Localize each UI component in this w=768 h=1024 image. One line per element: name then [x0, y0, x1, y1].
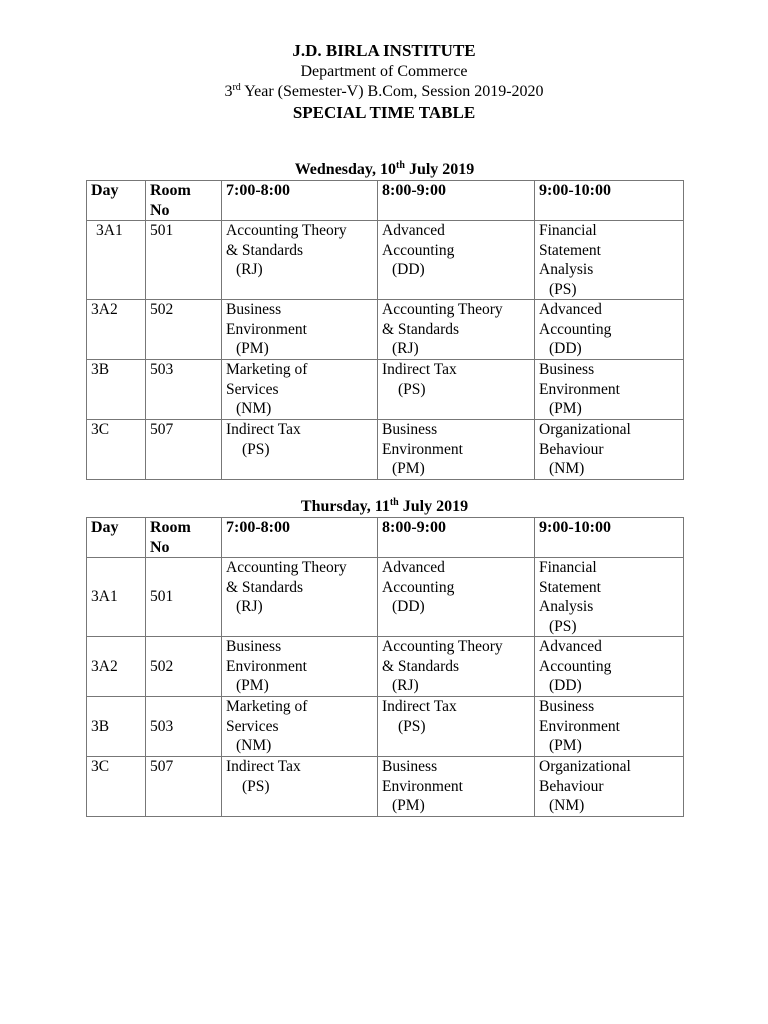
day-cell: 3B [87, 360, 146, 420]
column-header-slot1: 7:00-8:00 [222, 518, 378, 558]
subject-line: (DD) [392, 598, 425, 615]
room-cell: 507 [146, 757, 222, 817]
subject-line: (PM) [549, 737, 582, 754]
subject-line: (DD) [392, 261, 425, 278]
subject-line: Services [226, 717, 279, 735]
subject-line: Business [539, 361, 595, 378]
subject-line: (PS) [398, 717, 426, 735]
room-cell: 501 [146, 221, 222, 300]
subject-line: (RJ) [236, 261, 263, 278]
subject-line: Behaviour [539, 777, 604, 795]
subject-line: Environment [226, 320, 307, 338]
subject-line: Accounting Theory [382, 301, 503, 318]
day-cell: 3C [87, 420, 146, 480]
table-row [87, 757, 684, 817]
subject-line: (PM) [549, 400, 582, 417]
subject-line: Organizational [539, 421, 631, 438]
subject-line: Organizational [539, 758, 631, 775]
subject-line: (RJ) [392, 677, 419, 694]
subject-line: Accounting Theory [226, 559, 347, 576]
room-cell: 502 [146, 300, 222, 360]
subject-line: Advanced [539, 301, 602, 318]
subject-line: Accounting [539, 657, 612, 675]
schedule-wednesday [86, 160, 683, 480]
column-header-day: Day [87, 518, 146, 558]
subject-line: Accounting Theory [382, 638, 503, 655]
day-cell: 3B [87, 697, 146, 757]
subject-line: Statement [539, 578, 601, 596]
subject-line: (PS) [549, 280, 577, 298]
subject-line: (DD) [549, 340, 582, 357]
subject-cell [378, 697, 535, 757]
room-cell: 501 [146, 558, 222, 637]
subject-cell [535, 360, 684, 420]
subject-line: Indirect Tax [226, 758, 301, 775]
day-cell: 3A2 [87, 300, 146, 360]
room-cell: 503 [146, 360, 222, 420]
subject-line: Indirect Tax [382, 698, 457, 715]
column-header-day: Day [87, 181, 146, 221]
subject-line: Business [539, 698, 595, 715]
day-cell: 3A1 [87, 221, 146, 300]
subject-cell [378, 360, 535, 420]
subject-line: Advanced [382, 222, 445, 239]
document-title: SPECIAL TIME TABLE [292, 103, 476, 122]
subject-line: Environment [226, 657, 307, 675]
subject-line: Financial [539, 222, 597, 239]
table-row [87, 697, 684, 757]
subject-line: (NM) [549, 460, 585, 477]
table-row [87, 420, 684, 480]
session-line: 3rd Year (Semester-V) B.Com, Session 2019-2020 [224, 82, 544, 100]
subject-line: Environment [382, 777, 463, 795]
subject-cell [535, 697, 684, 757]
subject-cell [378, 558, 535, 637]
subject-cell [535, 221, 684, 300]
table-row [87, 360, 684, 420]
column-header-slot3: 9:00-10:00 [535, 518, 684, 558]
subject-line: & Standards [226, 241, 304, 259]
subject-line: Indirect Tax [382, 361, 457, 378]
subject-cell [222, 637, 378, 697]
column-header-slot1: 7:00-8:00 [222, 181, 378, 221]
timetable [86, 517, 684, 817]
subject-line: Business [382, 758, 438, 775]
subject-line: Environment [539, 380, 620, 398]
table-row [87, 300, 684, 360]
subject-cell [222, 757, 378, 817]
subject-line: (NM) [549, 797, 585, 814]
subject-line: Accounting [539, 320, 612, 338]
subject-line: (RJ) [236, 598, 263, 615]
subject-line: (PM) [236, 677, 269, 694]
subject-line: Analysis [539, 261, 594, 278]
subject-cell [378, 420, 535, 480]
column-header-slot2: 8:00-9:00 [378, 518, 535, 558]
subject-cell [222, 221, 378, 300]
subject-line: Advanced [539, 638, 602, 655]
subject-line: Advanced [382, 559, 445, 576]
subject-line: (PS) [242, 440, 270, 458]
day-cell: 3A2 [87, 637, 146, 697]
subject-line: (RJ) [392, 340, 419, 357]
subject-cell [535, 300, 684, 360]
subject-line: (PS) [242, 777, 270, 795]
subject-line: (DD) [549, 677, 582, 694]
subject-line: Indirect Tax [226, 421, 301, 438]
table-row [87, 637, 684, 697]
subject-cell [222, 360, 378, 420]
subject-cell [222, 300, 378, 360]
subject-line: (NM) [236, 400, 272, 417]
subject-cell [535, 637, 684, 697]
subject-line: Accounting [382, 241, 455, 259]
room-cell: 502 [146, 637, 222, 697]
subject-cell [222, 697, 378, 757]
room-cell: 507 [146, 420, 222, 480]
room-cell: 503 [146, 697, 222, 757]
institute-name: J.D. BIRLA INSTITUTE [292, 41, 476, 60]
subject-cell [535, 757, 684, 817]
subject-line: Marketing of [226, 361, 308, 378]
subject-line: Business [226, 301, 282, 318]
subject-line: (PM) [392, 460, 425, 477]
subject-line: & Standards [226, 578, 304, 596]
subject-line: Accounting Theory [226, 222, 347, 239]
date-heading: Wednesday, 10th July 2019 [294, 160, 475, 178]
subject-cell [378, 221, 535, 300]
column-header-room: Room No [146, 181, 222, 221]
subject-line: Financial [539, 559, 597, 576]
column-header-slot2: 8:00-9:00 [378, 181, 535, 221]
table-row [87, 558, 684, 637]
date-heading: Thursday, 11th July 2019 [300, 497, 469, 515]
timetable [86, 180, 684, 480]
subject-line: & Standards [382, 657, 460, 675]
subject-line: & Standards [382, 320, 460, 338]
subject-line: (PM) [392, 797, 425, 814]
subject-line: (PS) [549, 617, 577, 635]
table-row [87, 221, 684, 300]
subject-cell [378, 300, 535, 360]
subject-cell [378, 637, 535, 697]
subject-line: Accounting [382, 578, 455, 596]
subject-line: (PS) [398, 380, 426, 398]
subject-line: Statement [539, 241, 601, 259]
subject-line: (PM) [236, 340, 269, 357]
subject-line: Business [382, 421, 438, 438]
subject-line: Business [226, 638, 282, 655]
day-cell: 3A1 [87, 558, 146, 637]
subject-cell [535, 558, 684, 637]
subject-cell [535, 420, 684, 480]
subject-line: Environment [382, 440, 463, 458]
day-cell: 3C [87, 757, 146, 817]
subject-cell [222, 558, 378, 637]
subject-line: Marketing of [226, 698, 308, 715]
subject-line: Analysis [539, 598, 594, 615]
table-header-row [87, 518, 684, 558]
column-header-slot3: 9:00-10:00 [535, 181, 684, 221]
subject-line: Environment [539, 717, 620, 735]
subject-cell [222, 420, 378, 480]
subject-line: Services [226, 380, 279, 398]
column-header-room: Room No [146, 518, 222, 558]
table-header-row [87, 181, 684, 221]
department-name: Department of Commerce [300, 63, 468, 80]
subject-line: Behaviour [539, 440, 604, 458]
subject-cell [378, 757, 535, 817]
subject-line: (NM) [236, 737, 272, 754]
document-header [0, 40, 768, 124]
schedule-thursday [86, 497, 683, 817]
